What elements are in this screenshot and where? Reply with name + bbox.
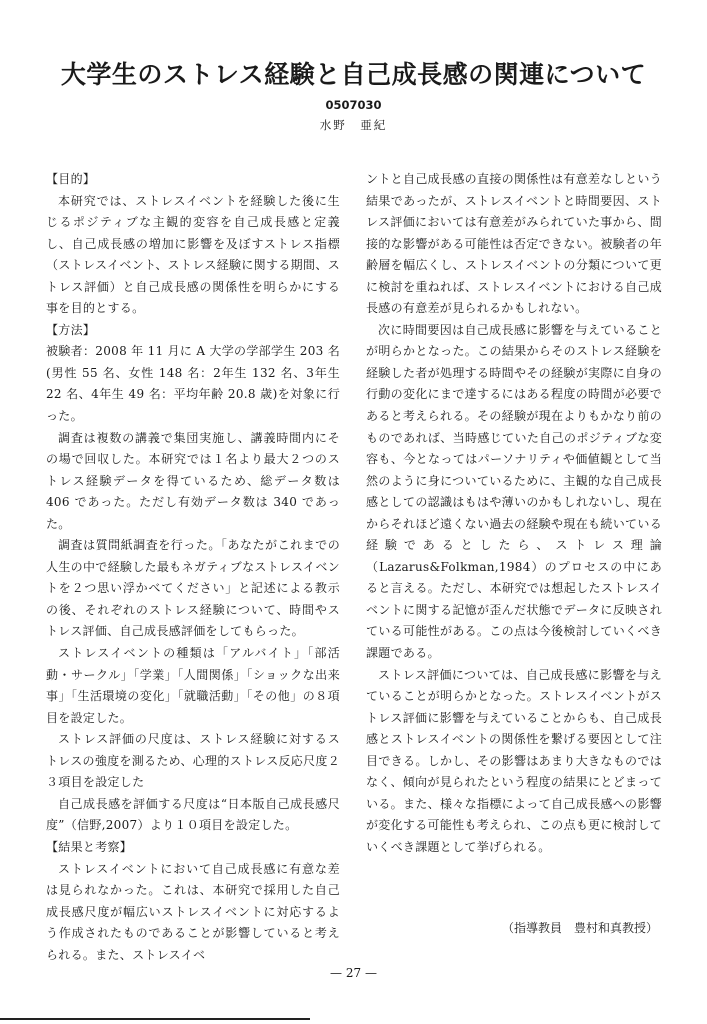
method-paragraph-questionnaire: 調査は質問紙調査を行った。｢あなたがこれまでの人生の中で経験した最もネガティブなストレスイベントを２つ思い浮かべてください」と記述による教示の後、それぞれのストレス経験について、時間やストレス評価、自己成長感評価をしてもらった。: [46, 538, 340, 639]
method-paragraph-subjects: 被験者：2008 年 11 月に A 大学の学部学生 203 名(男性 55 名、女性 148 名：2年生 132 名、3年生 22 名、4年生 49 名：平均年齢 20.8 歳)を対象に行った。: [46, 344, 340, 424]
method-paragraph-growth-scale: 自己成長感を評価する尺度は“日本版自己成長感尺度”（信野,2007）より１０項目を設定した。: [46, 796, 340, 833]
section-heading-purpose: 【目的】: [46, 172, 96, 186]
method-paragraph-event-types: ストレスイベントの種類は「アルバイト」「部活動・サークル」「学業」「人間関係」「ショックな出来事」「生活環境の変化」「就職活動」「その他」の８項目を設定した。: [46, 646, 340, 725]
purpose-paragraph: 本研究では、ストレスイベントを経験した後に生じるポジティブな主観的変容を自己成長感と定義し、自己成長感の増加に影響を及ぼすストレス指標（ストレスイベント、ストレス経験に関する期間、ストレス評価）と自己成長感の関係性を明らかにする事を目的とする。: [46, 193, 340, 316]
method-paragraph-procedure: 調査は複数の講義で集団実施し、講義時間内にその場で回収した。本研究では１名より最大２つのストレス経験データを得ているため、総データ数は 406 であった。ただし有効データ数は 340 であった。: [46, 430, 340, 531]
student-id: 0507030: [325, 98, 382, 112]
author-name: 水野 亜紀: [319, 118, 388, 132]
bottom-rule: [0, 1018, 310, 1020]
right-column: [366, 169, 662, 859]
section-heading-method: 【方法】: [46, 322, 96, 337]
discussion-paragraph-time: 次に時間要因は自己成長感に影響を与えていることが明らかとなった。この結果からそのストレス経験を経験した者が処理する時間やその経験が実際に自身の行動の変化にまで達するにはある程度の時間が必要であると考えられる。その経験が現在よりもかなり前のものであれば、当時感じていた自己のポジティブな変容も、今となってはパーソナリティや価値観として当然のように身についているために、主観的な自己成長感としての認識はもはや薄いのかもしれないし、現在からそれほど遠くない過去の経験や現在も続いている経験であるとしたら、ストレス理論（Lazarus&Folkman,1984）のプロセスの中にあると言える。ただし、本研究では想起したストレスイベントに関する記憶が歪んだ状態でデータに反映されている可能性がある。この点は今後検討していくべき課題である。: [366, 322, 662, 661]
section-heading-results: 【結果と考察】: [46, 839, 133, 854]
discussion-paragraph-stress-evaluation: ストレス評価については、自己成長感に影響を与えていることが明らかとなった。ストレスイベントがストレス評価に影響を与えていることからも、自己成長感とストレスイベントの関係性を繋げる要因として注目できる。しかし、その影響はあまり大きなものではなく、傾向が見られたという程度の結果にとどまっている。また、様々な指標によって自己成長感への影響が変化する可能性も考えられ、この点も更に検討していくべき課題として挙げられる。: [366, 667, 662, 854]
page-number: — 27 —: [330, 966, 377, 980]
results-paragraph: ストレスイベントにおいて自己成長感に有意な差は見られなかった。これは、本研究で採用した自己成長感尺度が幅広いストレスイベントに対応するよう作成されたものであることが影響していると考えられる。また、ストレスイベ: [46, 861, 340, 962]
results-paragraph-continued: ントと自己成長感の直接の関係性は有意差なしという結果であったが、ストレスイベントと時間要因、ストレス評価においては有意差がみられていた事から、間接的な影響がある可能性は否定できない。被験者の年齢層を幅広くし、ストレスイベントの分類について更に検討を重ねれば、ストレスイベントにおける自己成長感の有意差が見られるかもしれない。: [366, 172, 662, 316]
method-paragraph-stress-scale: ストレス評価の尺度は、ストレス経験に対するストレスの強度を測るため、心理的ストレス反応尺度２３項目を設定した: [46, 732, 341, 790]
paper-title: 大学生のストレス経験と自己成長感の関連について: [60, 60, 647, 89]
left-column: [46, 169, 340, 966]
supervisor-credit: （指導教員 豊村和真教授）: [501, 921, 658, 935]
